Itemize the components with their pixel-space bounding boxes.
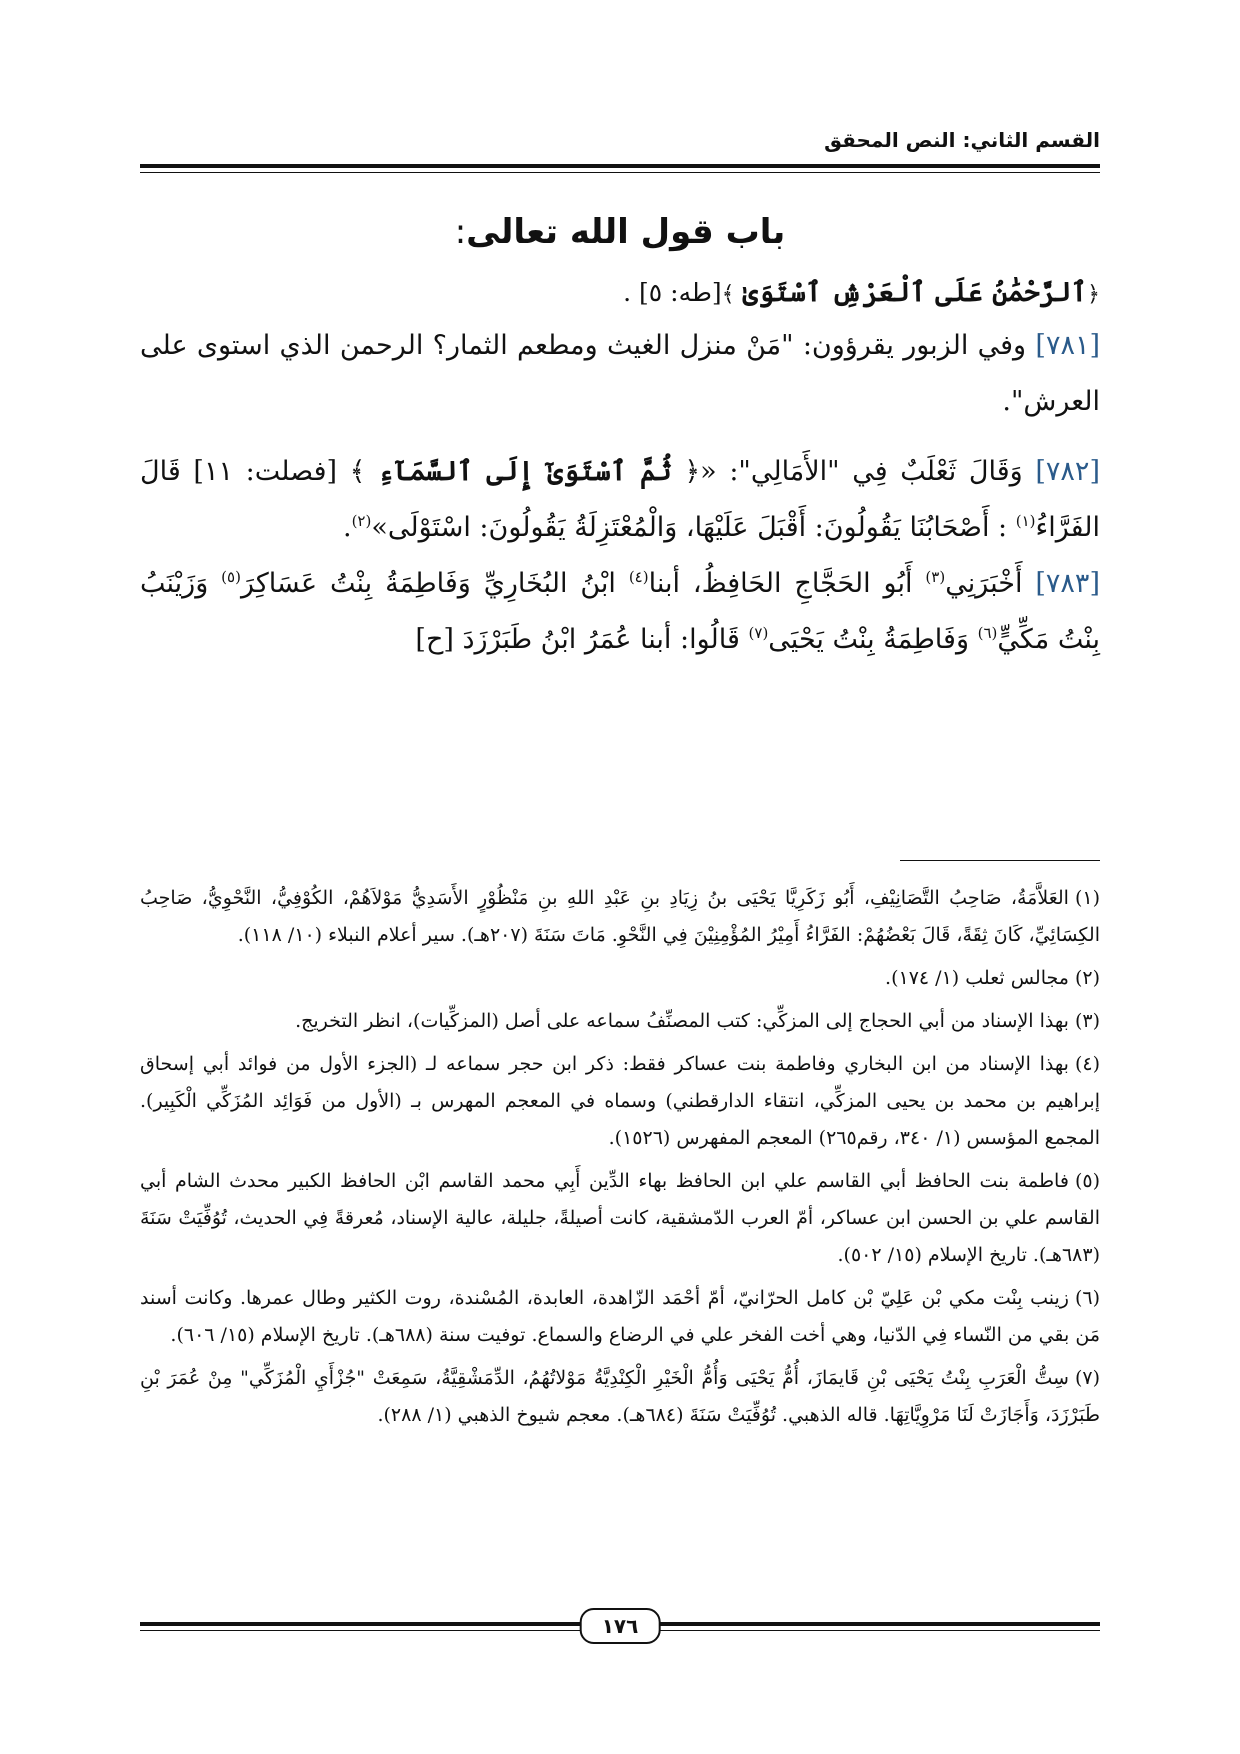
footnote-text: زينب بِنْت مكي بْن عَلِيّ بْن كامل الحرّانيّ، أمّ أحْمَد الزّاهدة، العابدة، المُسْندة، روت الكثير وطال عمرها. وكانت أسند مَن بقي من النّساء فِي الدّنيا، وهي أخت الفخر علي في الرضاع والسماع. توفيت سنة (٦٨٨هـ). تاريخ الإسلام (١٥/ ٦٠٦). — [140, 1287, 1100, 1346]
paragraph-text: أَخْبَرَنِي — [945, 568, 1023, 599]
chapter-title-text: باب قول الله تعالى — [466, 212, 786, 252]
footnote-4 — [140, 1046, 1100, 1157]
main-text — [140, 190, 1100, 668]
verse-reference: [طه: ٥] . — [623, 278, 722, 307]
ornate-bracket-close-icon: ﴾ — [721, 282, 735, 307]
running-header: القسم الثاني: النص المحقق — [824, 128, 1100, 152]
footnote-2 — [140, 960, 1100, 997]
paragraph-text: : أَصْحَابُنَا يَقُولُونَ: أَقْبَلَ عَلَيْهَا، وَالْمُعْتَزِلَةُ يَقُولُونَ: اسْتَوْلَى» — [371, 512, 1008, 543]
footnote-text: سِتُّ الْعَرَبِ بِنْتُ يَحْيَى بْنِ قَايمَازَ، أُمُّ يَحْيَى وَأُمُّ الْخَيْرِ الْكِنْدِيَّةُ مَوْلاتُهُمُ، الدِّمَشْقِيَّةُ، سَمِعَتْ "جُزْأَيِ الْمُزَكِّي" مِنْ عُمَرَ بْنِ طَبَرْزَدَ، وَأَجَازَتْ لَنَا مَرْوِيَّاتِهَا. قاله الذهبي. تُوُفِّيَتْ سَنَةَ (٦٨٤هـ). معجم شيوخ الذهبي (١/ ٢٨٨). — [140, 1367, 1100, 1426]
footnote-5 — [140, 1163, 1100, 1274]
footnote-number: (٣) — [1074, 1010, 1100, 1032]
footnote-ref: (١) — [1015, 512, 1036, 530]
page-number: ١٧٦ — [580, 1608, 661, 1644]
footnote-text: فاطمة بنت الحافظ أبي القاسم علي ابن الحافظ بهاء الدِّين أَبِي محمد القاسم ابْن الحافظ الكبير محدث الشام أبي القاسم علي بن الحسن ابن عساكر، أمّ العرب الدّمشقية، كانت أصيلةً، جليلة، عالية الإسناد، مُعرقةً فِي الحديث، تُوُفِّيَتْ سَنَةَ (٦٨٣هـ). تاريخ الإسلام (١٥/ ٥٠٢). — [140, 1170, 1100, 1266]
footnote-separator — [900, 860, 1100, 861]
footnote-3 — [140, 1003, 1100, 1040]
footnote-number: (٥) — [1074, 1170, 1100, 1192]
paragraph-text: قَالُوا: أبنا عُمَرُ ابْنُ طَبَرْزَدَ [ح] — [415, 624, 740, 655]
footnote-ref: (٧) — [748, 624, 769, 642]
paragraph-781 — [140, 318, 1100, 430]
footnote-number: (٢) — [1074, 967, 1100, 989]
footnote-7 — [140, 1360, 1100, 1434]
paragraph-text: وفي الزبور يقرؤون: "مَنْ منزل الغيث ومطعم الثمار؟ الرحمن الذي استوى على العرش". — [140, 330, 1100, 417]
footnote-text: العَلاَّمَةُ، صَاحِبُ التَّصَانِيْفِ، أَبُو زَكَرِيَّا يَحْيَى بنُ زِيَادِ بنِ عَبْدِ اللهِ بنِ مَنْظُوْرٍ الأَسَدِيُّ مَوْلاَهُمْ، الكُوْفِيُّ، النَّحْوِيُّ، صَاحِبُ الكِسَائِيِّ، كَانَ ثِقَةً، قَالَ بَعْضُهُمْ: الفَرَّاءُ أَمِيْرُ المُؤْمِنِيْنَ فِي النَّحْوِ. مَاتَ سَنَةَ (٢٠٧هـ). سير أعلام النبلاء (١٠/ ١١٨). — [140, 887, 1100, 946]
footnote-ref: (٣) — [925, 568, 946, 586]
paragraph-text: وَقَالَ ثَعْلَبٌ فِي "الأَمَالِي": «﴿ — [684, 456, 1023, 487]
footnote-ref: (٥) — [221, 568, 241, 586]
paragraph-782 — [140, 444, 1100, 556]
paragraph-783 — [140, 556, 1100, 668]
quran-verse: ٱلرَّحْمَٰنُ عَلَى ٱلْعَرْشِ ٱسْتَوَىٰ — [742, 277, 1088, 308]
paragraph-text: وَزَيْنَبُ بِنْتُ مَكِّيٍّ — [140, 568, 1100, 655]
chapter-title — [140, 212, 1100, 252]
quran-verse: ثُمَّ ٱسْتَوَىٰٓ إِلَى ٱلسَّمَآءِ — [378, 456, 672, 487]
header-rule — [140, 164, 1100, 168]
paragraph-number: [٧٨١] — [1035, 330, 1100, 361]
footnotes — [140, 880, 1100, 1440]
verse-line — [140, 270, 1100, 318]
paragraph-number: [٧٨٢] — [1035, 456, 1100, 487]
paragraph-text: وَفَاطِمَةُ بِنْتُ يَحْيَى — [768, 624, 969, 655]
footnote-ref: (٦) — [977, 624, 998, 642]
footnote-1 — [140, 880, 1100, 954]
footnote-text: بهذا الإسناد من أبي الحجاج إلى المزكِّي: كتب المصنِّفُ سماعه على أصل (المزكِّيات)، انظر التخريج. — [295, 1010, 1069, 1032]
paragraph-text: أَبُو الحَجَّاجِ الحَافِظُ، أبنا — [648, 568, 913, 599]
paragraph-number: [٧٨٣] — [1035, 568, 1100, 599]
footnote-text: بهذا الإسناد من ابن البخاري وفاطمة بنت عساكر فقط: ذكر ابن حجر سماعه لـ (الجزء الأول من فوائد أبي إسحاق إبراهيم بن محمد بن يحيى المزكِّي، انتقاء الدارقطني) وسماه في المعجم المهرس بـ (الأول من فَوَائِد المُزَكِّي الْكَبِير). المجمع المؤسس (١/ ٣٤٠، رقم٢٦٥) المعجم المفهرس (١٥٢٦). — [140, 1053, 1100, 1149]
footnote-number: (٤) — [1074, 1053, 1100, 1075]
paragraph-text: ابْنُ البُخَارِيِّ وَفَاطِمَةُ بِنْتُ عَسَاكِرَ — [240, 568, 616, 599]
footnote-number: (٧) — [1074, 1367, 1100, 1389]
chapter-title-colon: : — [454, 212, 467, 252]
footnote-ref: (٢) — [351, 512, 372, 530]
footnote-number: (٦) — [1074, 1287, 1100, 1309]
footnote-ref: (٤) — [628, 568, 649, 586]
ornate-bracket-open-icon: ﴿ — [1087, 282, 1100, 307]
paragraph-text: . — [342, 512, 352, 543]
footnote-number: (١) — [1074, 887, 1100, 909]
paragraph-text: ﴾ [فصلت: ١١] قَالَ الفَرَّاءُ — [140, 456, 1100, 543]
footnote-6 — [140, 1280, 1100, 1354]
footnote-text: مجالس ثعلب (١/ ١٧٤). — [885, 967, 1069, 989]
